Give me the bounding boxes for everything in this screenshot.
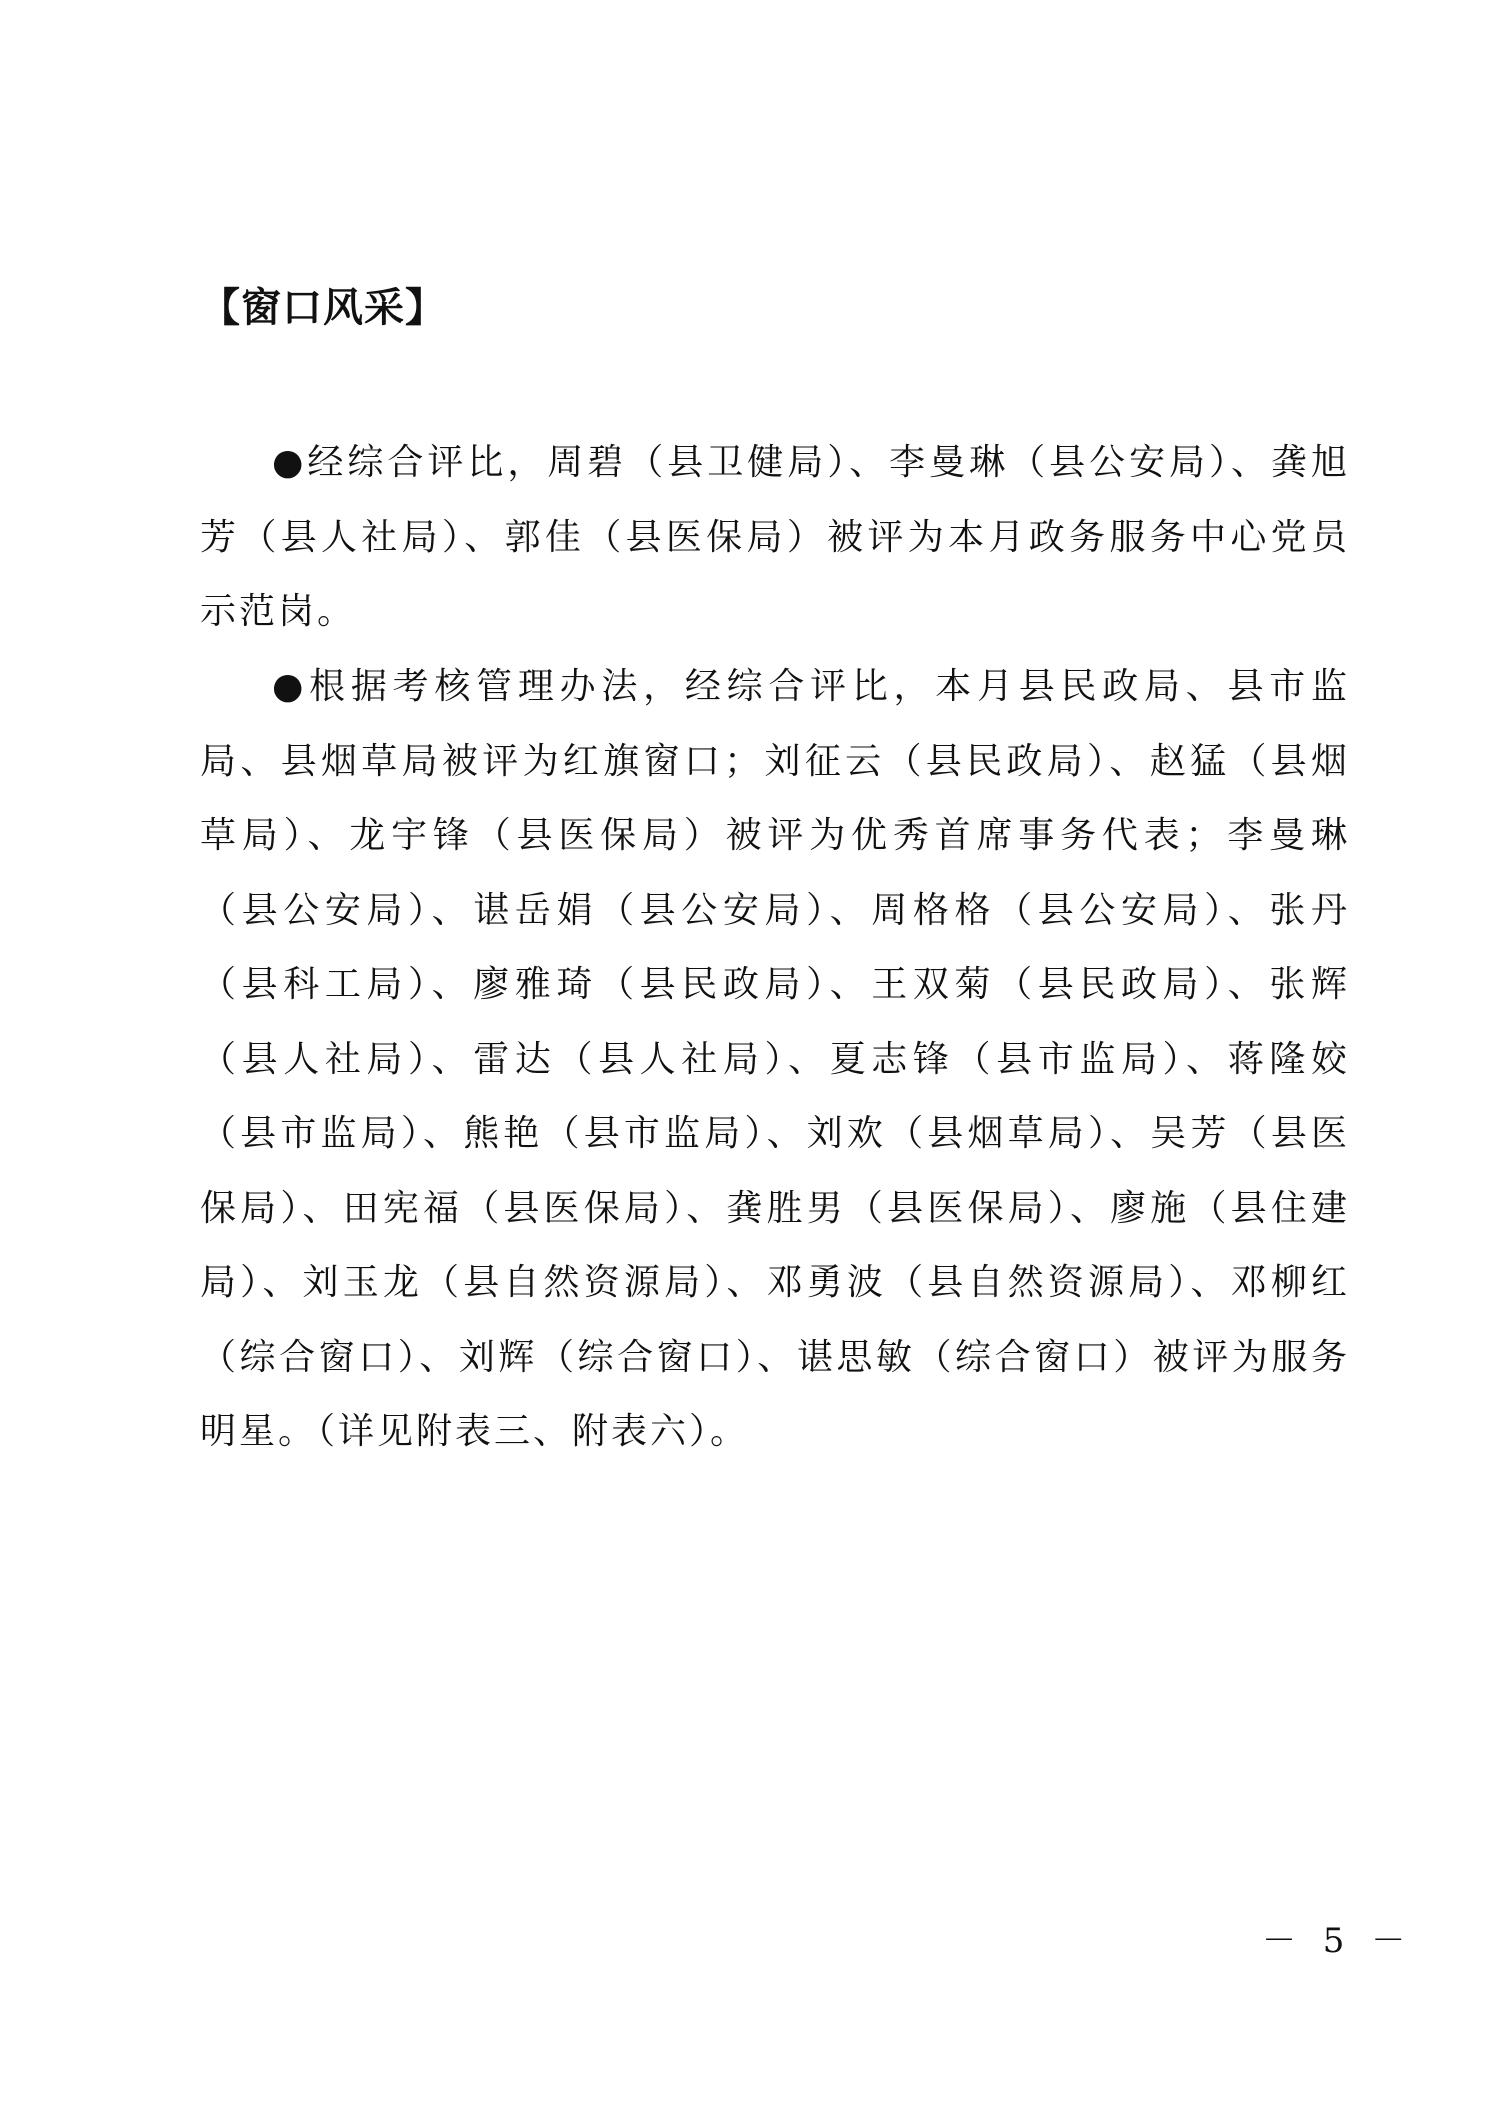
page-number: － 5 － xyxy=(1262,1921,1414,1961)
paragraph-party-member-model-posts: ●经综合评比，周碧（县卫健局）、李曼琳（县公安局）、龚旭芳（县人社局）、郭佳（县医保局）被评为本月政务服务中心党员示范岗。 xyxy=(200,442,1350,632)
section-title: 【窗口风采】 xyxy=(200,285,446,331)
paragraph-red-flag-windows-and-service-stars: ●根据考核管理办法，经综合评比，本月县民政局、县市监局、县烟草局被评为红旗窗口；刘征云（县民政局）、赵猛（县烟草局）、龙宇锋（县医保局）被评为优秀首席事务代表；李曼琳（县公安局）、谌岳娟（县公安局）、周格格（县公安局）、张丹（县科工局）、廖雅琦（县民政局）、王双菊（县民政局）、张辉（县人社局）、雷达（县人社局）、夏志锋（县市监局）、蒋隆姣（县市监局）、熊艳（县市监局）、刘欢（县烟草局）、吴芳（县医保局）、田宪福（县医保局）、龚胜男（县医保局）、廖施（县住建局）、刘玉龙（县自然资源局）、邓勇波（县自然资源局）、邓柳红（综合窗口）、刘辉（综合窗口）、谌思敏（综合窗口）被评为服务明星。（详见附表三、附表六）。 xyxy=(200,666,1350,1452)
